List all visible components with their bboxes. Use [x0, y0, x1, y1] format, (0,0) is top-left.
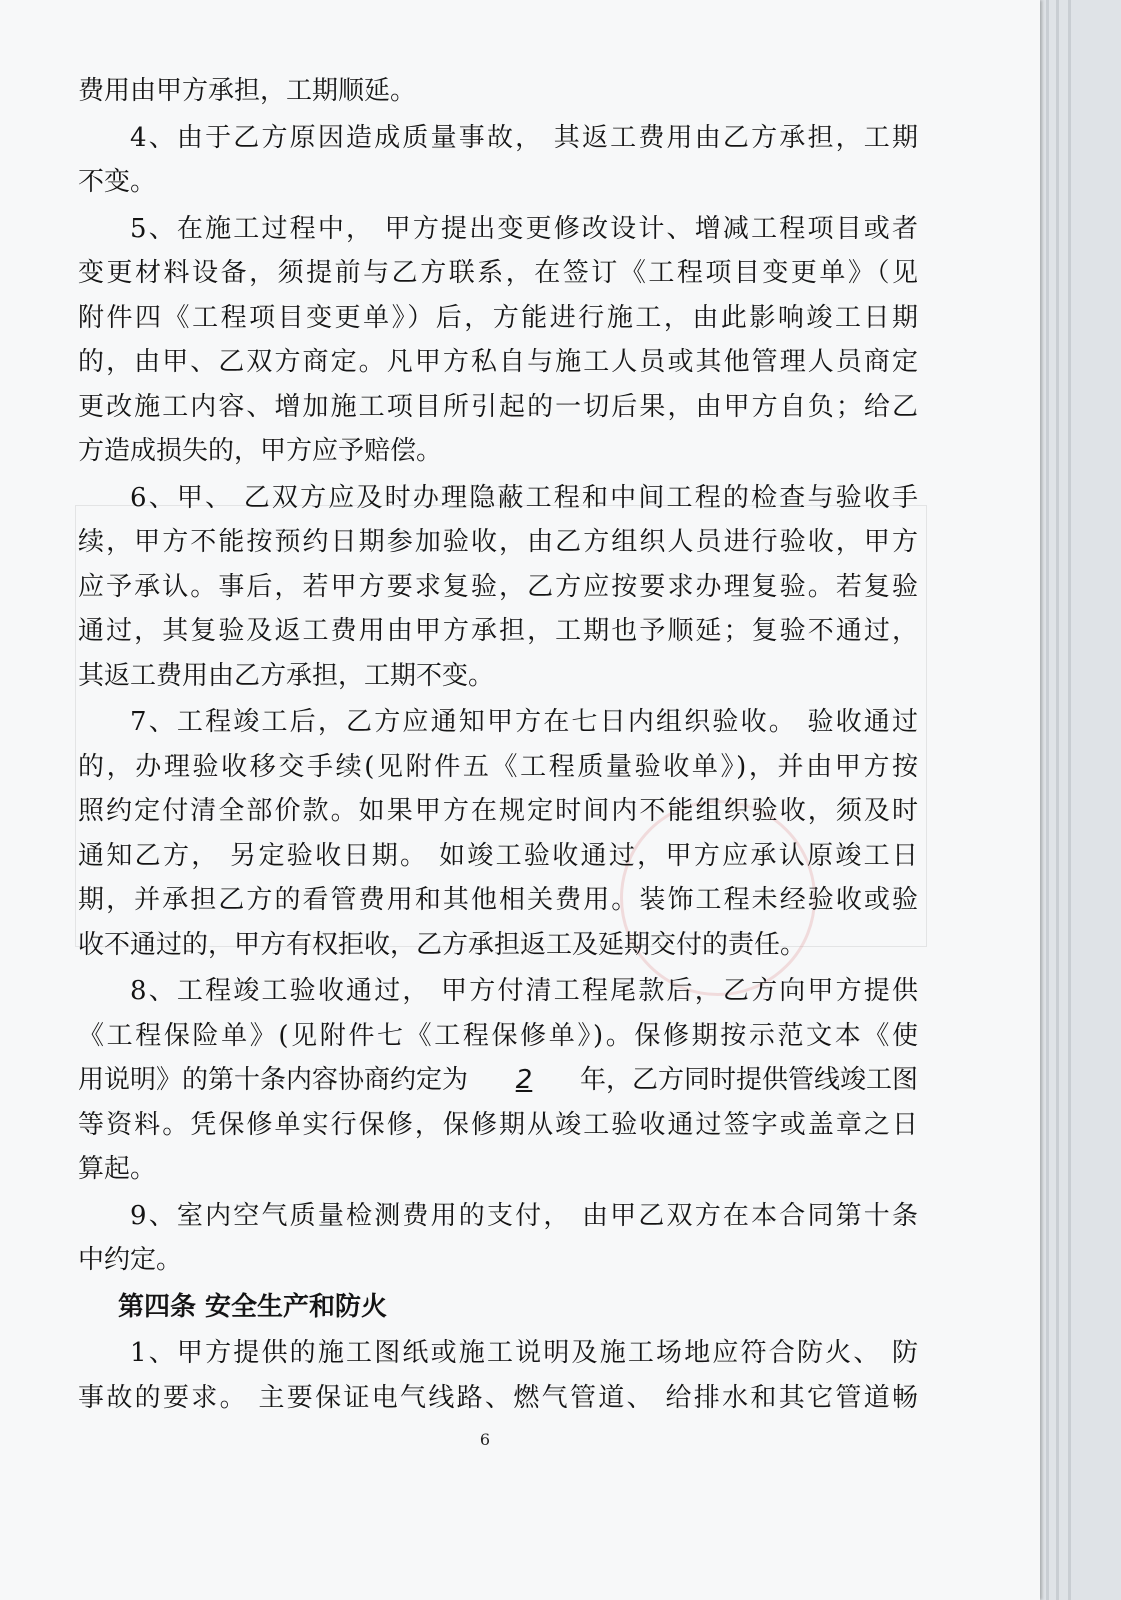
page-number: 6	[479, 1430, 491, 1449]
text-line: 的，由甲、乙双方商定。凡甲方私自与施工人员或其他管理人员商定	[78, 347, 918, 377]
text-line: 等资料。凭保修单实行保修，保修期从竣工验收通过签字或盖章之日	[78, 1109, 918, 1140]
text-line: 变更材料设备，须提前与乙方联系，在签订《工程项目变更单》（见	[78, 258, 918, 288]
text-fragment: 用说明》的第十条内容协商约定为	[78, 1065, 469, 1095]
text-line: 更改施工内容、增加施工项目所引起的一切后果，由甲方自负；给乙	[78, 391, 918, 422]
text-line: 附件四《工程项目变更单》）后，方能进行施工，由此影响竣工日期	[78, 302, 918, 333]
text-line: 期，并承担乙方的看管费用和其他相关费用。装饰工程未经验收或验	[78, 885, 918, 915]
text-line: 的，办理验收移交手续(见附件五《工程质量验收单》)，并由甲方按	[78, 751, 918, 782]
text-line: 9、室内空气质量检测费用的支付， 由甲乙双方在本合同第十条	[130, 1200, 918, 1231]
text-line	[78, 1058, 918, 1103]
text-line: 不变。	[78, 167, 157, 197]
text-line: 事故的要求。 主要保证电气线路、燃气管道、 给排水和其它管道畅	[78, 1382, 918, 1413]
text-line: 应予承认。事后，若甲方要求复验，乙方应按要求办理复验。若复验	[78, 571, 918, 602]
text-line: 中约定。	[78, 1245, 183, 1275]
text-fragment: 年，乙方同时提供管线竣工图	[579, 1065, 918, 1095]
warranty-years-handwritten: 2	[515, 1065, 533, 1095]
text-line: 续，甲方不能按预约日期参加验收，由乙方组织人员进行验收，甲方	[78, 527, 918, 557]
section-heading: 第四条 安全生产和防火	[118, 1291, 388, 1322]
text-line: 《工程保险单》(见附件七《工程保修单》)。保修期按示范文本《使	[78, 1020, 918, 1051]
text-line: 7、工程竣工后，乙方应通知甲方在七日内组织验收。 验收通过	[130, 707, 918, 737]
page-edge	[1068, 0, 1071, 1600]
text-line: 1、甲方提供的施工图纸或施工说明及施工场地应符合防火、 防	[130, 1338, 918, 1368]
text-line: 方造成损失的，甲方应予赔偿。	[78, 436, 443, 466]
text-line: 通过，其复验及返工费用由甲方承担，工期也予顺延；复验不通过，	[78, 616, 918, 646]
text-line: 其返工费用由乙方承担，工期不变。	[78, 660, 495, 691]
text-line: 通知乙方， 另定验收日期。 如竣工验收通过，甲方应承认原竣工日	[78, 840, 918, 871]
text-line: 5、在施工过程中， 甲方提出变更修改设计、增减工程项目或者	[130, 213, 918, 244]
text-line: 算起。	[78, 1154, 157, 1184]
text-line: 6、甲、 乙双方应及时办理隐蔽工程和中间工程的检查与验收手	[130, 482, 918, 513]
text-line: 费用由甲方承担，工期顺延。	[78, 76, 417, 106]
document-body	[78, 69, 918, 1420]
page-edge	[1056, 0, 1059, 1600]
text-line: 4、由于乙方原因造成质量事故， 其返工费用由乙方承担，工期	[130, 122, 918, 153]
page-edge	[1046, 0, 1049, 1600]
text-line: 照约定付清全部价款。如果甲方在规定时间内不能组织验收，须及时	[78, 796, 918, 826]
text-line: 收不通过的，甲方有权拒收，乙方承担返工及延期交付的责任。	[78, 929, 807, 960]
text-line: 8、工程竣工验收通过， 甲方付清工程尾款后，乙方向甲方提供	[130, 976, 918, 1006]
